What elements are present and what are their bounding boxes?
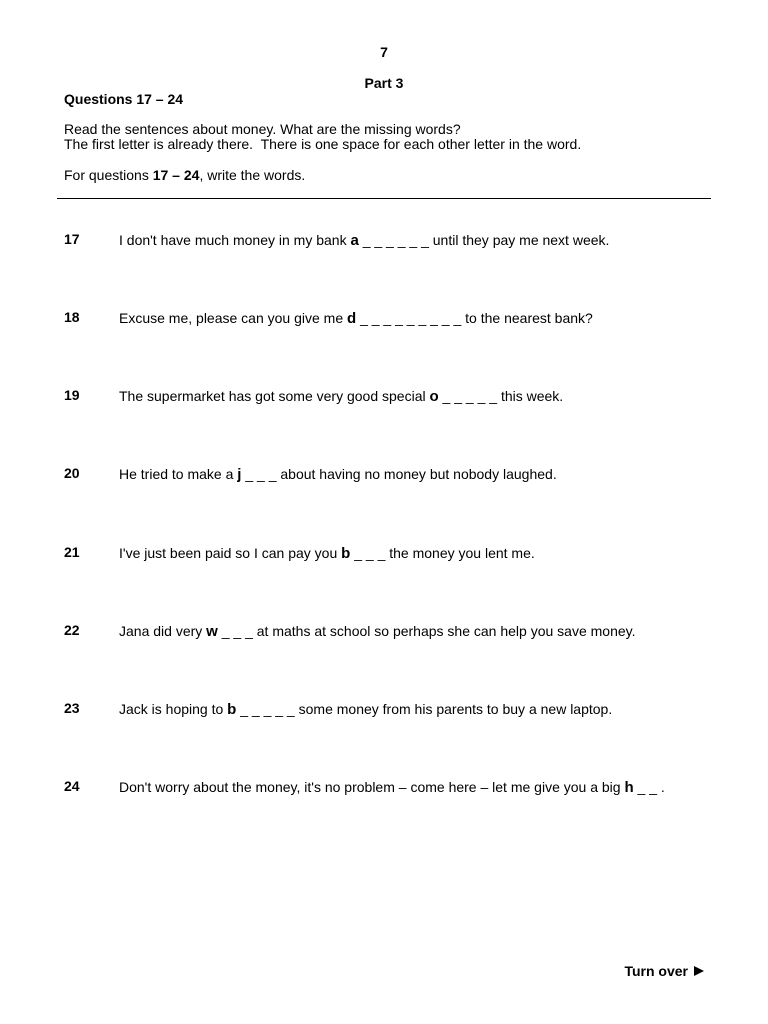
question-number: 23 xyxy=(64,700,80,716)
instruction-line-2: The first letter is already there. There is one space for each other letter in the word. xyxy=(64,136,582,152)
question-text-before: Don't worry about the money, it's no problem – come here – let me give you a big xyxy=(119,779,625,795)
question-24 xyxy=(64,778,724,798)
question-text-after: to the nearest bank? xyxy=(465,310,593,326)
instruction-line-1: Read the sentences about money. What are the missing words? xyxy=(64,121,461,137)
question-text-before: Jack is hoping to xyxy=(119,701,228,717)
question-text-before: I've just been paid so I can pay you xyxy=(119,545,342,561)
question-text-before: He tried to make a xyxy=(119,466,238,482)
question-number: 21 xyxy=(64,544,80,560)
question-20 xyxy=(64,465,724,485)
question-text-before: Jana did very xyxy=(119,623,207,639)
question-text xyxy=(119,388,563,405)
question-22 xyxy=(64,622,724,642)
part-title: Part 3 xyxy=(364,75,404,91)
question-text xyxy=(119,779,665,796)
question-text-before: The supermarket has got some very good special xyxy=(119,388,430,404)
answer-blanks: _ _ _ xyxy=(350,545,390,561)
write-instruction-prefix: For questions xyxy=(64,167,153,183)
question-text xyxy=(119,232,609,249)
question-text xyxy=(119,466,557,483)
question-text xyxy=(119,545,535,562)
first-letter: h xyxy=(624,779,634,796)
question-number: 17 xyxy=(64,231,80,247)
question-number: 24 xyxy=(64,778,80,794)
right-triangle-icon xyxy=(694,966,704,976)
write-instruction-range: 17 – 24 xyxy=(152,167,200,183)
question-text-after: about having no money but nobody laughed. xyxy=(280,466,557,482)
question-23 xyxy=(64,700,724,720)
first-letter: w xyxy=(206,623,218,640)
question-text-after: some money from his parents to buy a new laptop. xyxy=(298,701,613,717)
question-17 xyxy=(64,231,724,251)
instructions xyxy=(64,122,581,152)
question-text-after: this week. xyxy=(500,388,564,404)
question-text-after: . xyxy=(660,779,665,795)
question-text-after: at maths at school so perhaps she can help you save money. xyxy=(256,623,636,639)
question-number: 18 xyxy=(64,309,80,325)
turn-over xyxy=(624,963,704,979)
answer-blanks: _ _ _ xyxy=(241,466,281,482)
question-number: 19 xyxy=(64,387,80,403)
write-instruction-suffix: , write the words. xyxy=(199,167,306,183)
divider xyxy=(57,198,711,199)
question-number: 22 xyxy=(64,622,80,638)
answer-blanks: _ _ _ _ _ xyxy=(236,701,299,717)
question-text-before: Excuse me, please can you give me xyxy=(119,310,348,326)
answer-blanks: _ _ _ xyxy=(217,623,257,639)
question-text xyxy=(119,310,593,327)
first-letter: b xyxy=(341,545,351,562)
page-number: 7 xyxy=(380,44,388,60)
question-text-after: until they pay me next week. xyxy=(432,232,610,248)
question-text-after: the money you lent me. xyxy=(389,545,535,561)
answer-blanks: _ _ _ _ _ _ xyxy=(358,232,433,248)
first-letter: o xyxy=(429,388,439,405)
question-text-before: I don't have much money in my bank xyxy=(119,232,351,248)
first-letter: j xyxy=(237,466,242,483)
answer-blanks: _ _ _ _ _ _ _ _ _ xyxy=(356,310,466,326)
question-text xyxy=(119,623,636,640)
question-18 xyxy=(64,309,724,329)
question-number: 20 xyxy=(64,465,80,481)
first-letter: b xyxy=(227,701,237,718)
question-19 xyxy=(64,387,724,407)
questions-range-heading: Questions 17 – 24 xyxy=(64,91,184,107)
write-instruction xyxy=(64,167,305,183)
question-21 xyxy=(64,544,724,564)
first-letter: a xyxy=(350,232,359,249)
first-letter: d xyxy=(347,310,357,327)
answer-blanks: _ _ _ _ _ xyxy=(438,388,501,404)
answer-blanks: _ _ xyxy=(633,779,661,795)
question-text xyxy=(119,701,612,718)
turn-over-label: Turn over xyxy=(624,963,688,979)
